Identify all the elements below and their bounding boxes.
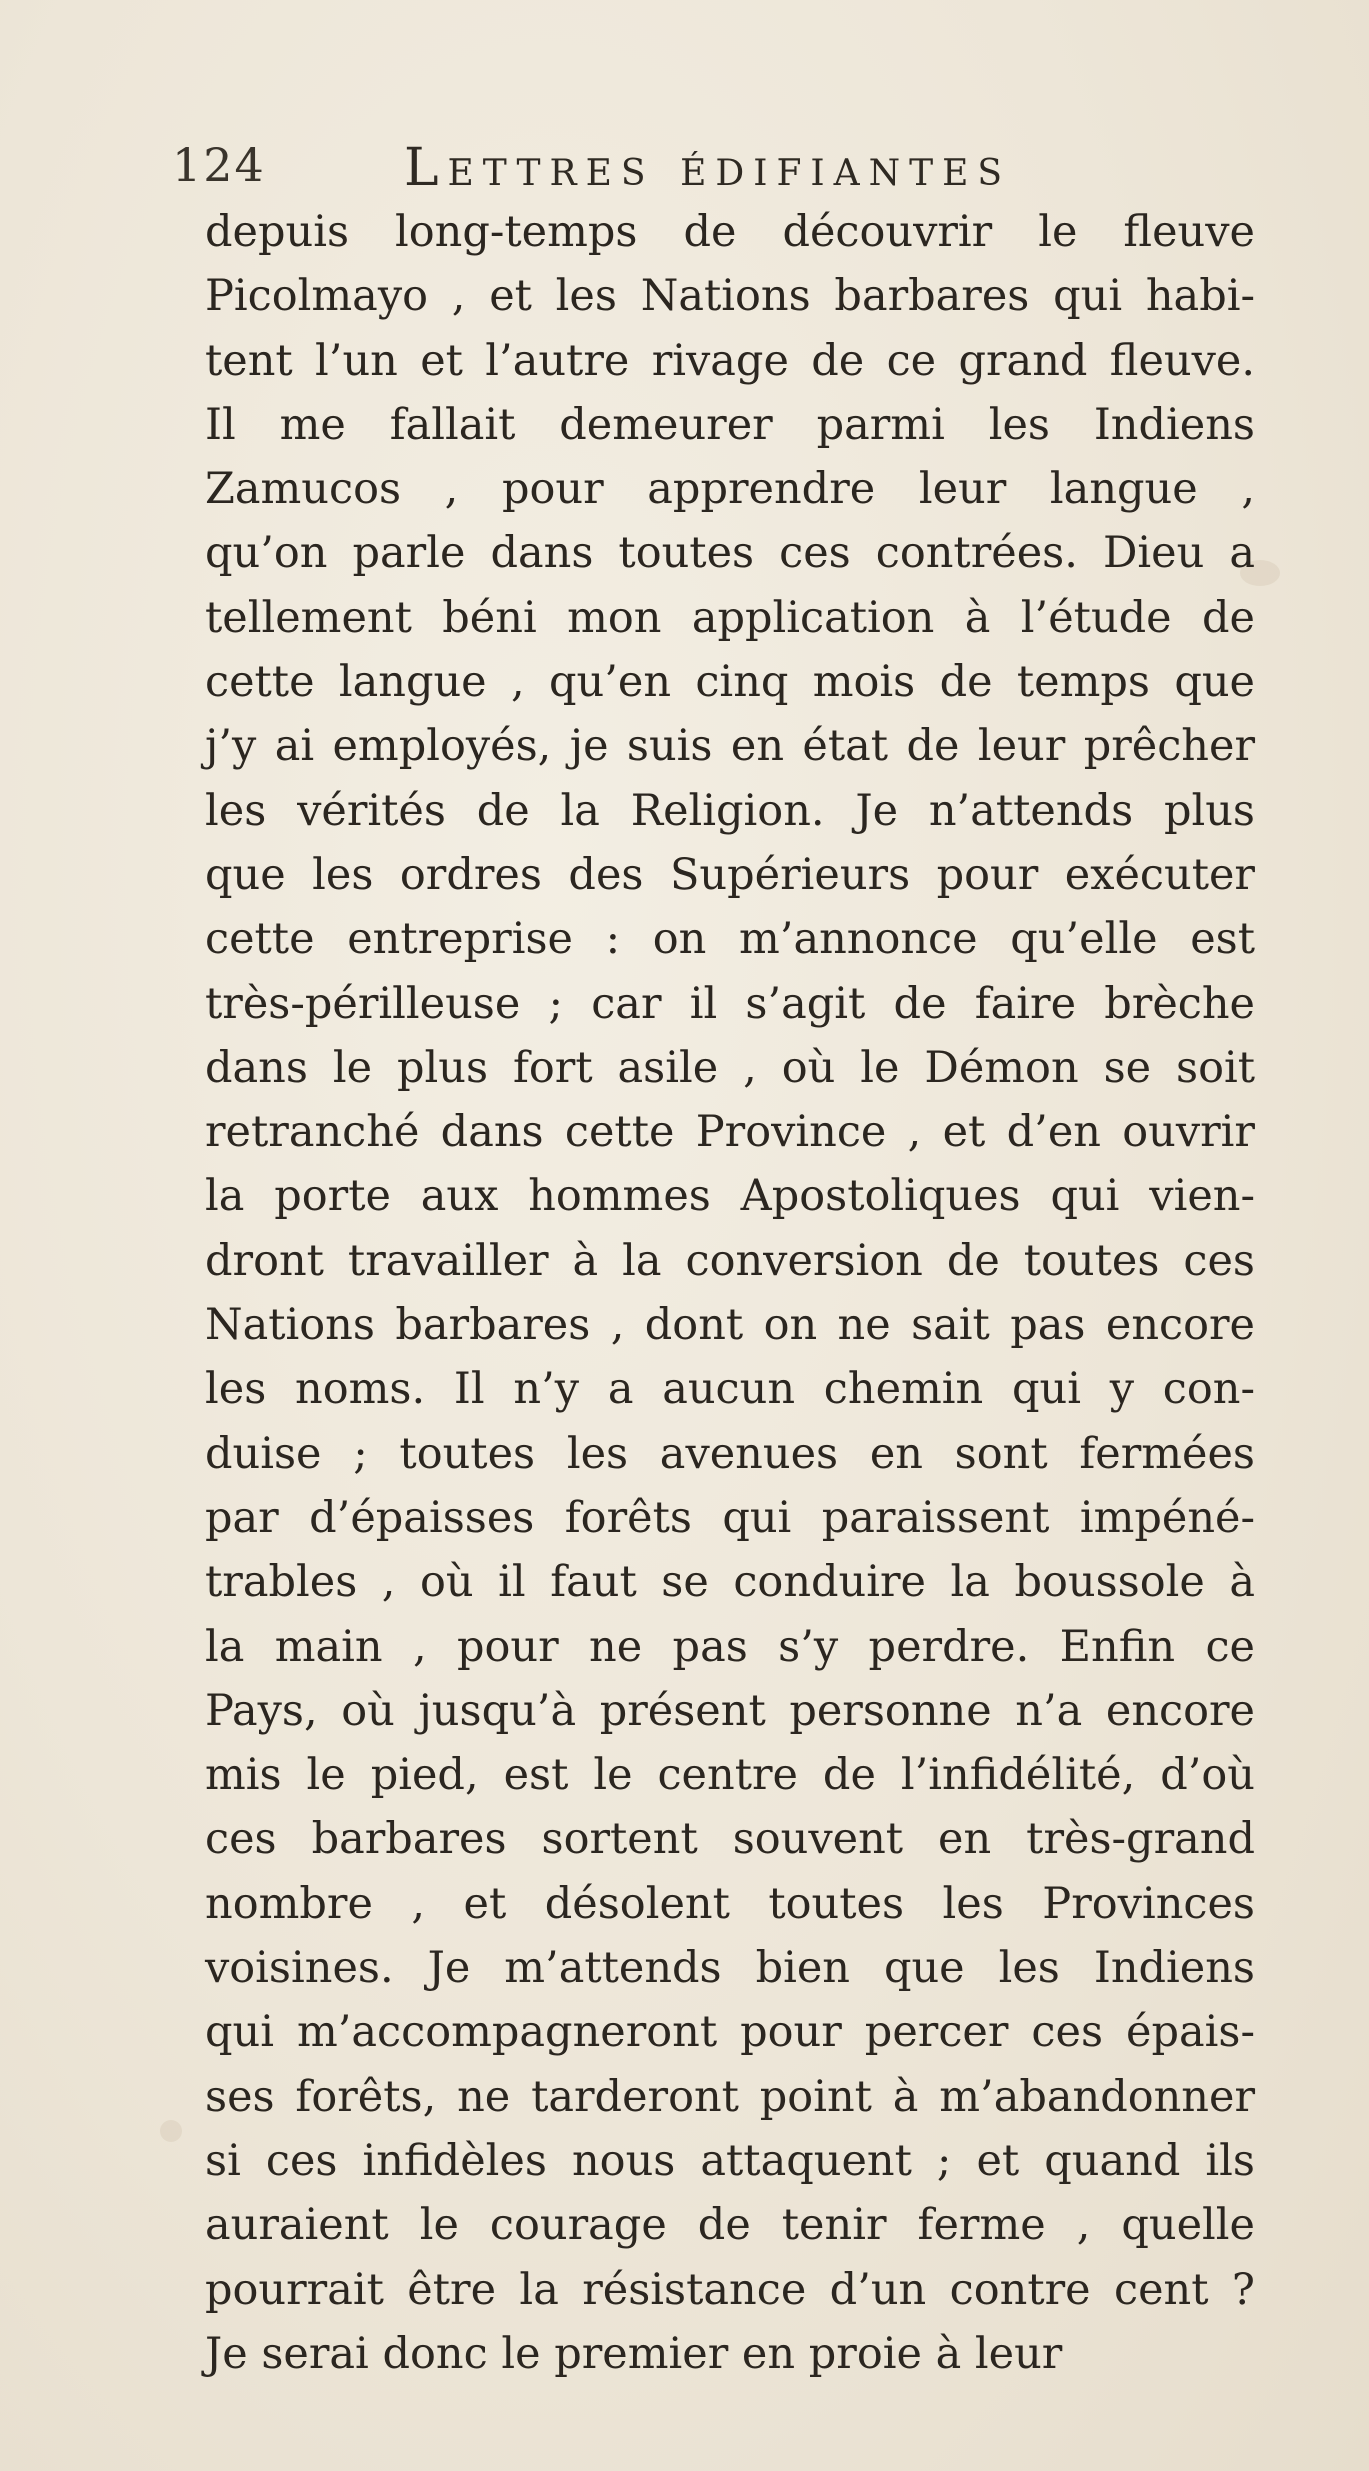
text-line: ses forêts, ne tarderont point à m’abandonner xyxy=(205,2071,1255,2122)
text-line: retranché dans cette Province , et d’en ouvrir xyxy=(205,1107,1255,1158)
text-line: ces barbares sortent souvent en très-grand xyxy=(205,1814,1255,1865)
text-line: dans le plus fort asile , où le Démon se soit xyxy=(205,1042,1255,1093)
text-line: auraient le courage de tenir ferme , quelle xyxy=(205,2200,1255,2251)
text-line: qu’on parle dans toutes ces contrées. Dieu a xyxy=(205,528,1255,579)
text-line: tellement béni mon application à l’étude de xyxy=(205,592,1255,643)
text-line: mis le pied, est le centre de l’infidélité, d’où xyxy=(205,1750,1255,1801)
text-line: cette langue , qu’en cinq mois de temps que xyxy=(205,657,1255,708)
text-line: depuis long-temps de découvrir le fleuve xyxy=(205,207,1255,257)
text-line: les vérités de la Religion. Je n’attends plus xyxy=(205,785,1255,836)
running-title: Lettres édifiantes xyxy=(404,138,1012,198)
text-line: Pays, où jusqu’à présent personne n’a encore xyxy=(205,1685,1255,1736)
text-line: par d’épaisses forêts qui paraissent impéné- xyxy=(205,1492,1255,1543)
text-line: Zamucos , pour apprendre leur langue , xyxy=(205,464,1255,515)
text-line: si ces infidèles nous attaquent ; et quand ils xyxy=(205,2135,1255,2186)
text-line: que les ordres des Supérieurs pour exécuter xyxy=(205,849,1255,900)
paper-stain xyxy=(160,2120,182,2142)
text-line: les noms. Il n’y a aucun chemin qui y con- xyxy=(205,1364,1255,1415)
text-line: Je serai donc le premier en proie à leur xyxy=(205,2328,1063,2379)
page-number: 124 xyxy=(172,138,266,192)
body-text xyxy=(205,200,1255,2386)
text-line: voisines. Je m’attends bien que les Indiens xyxy=(205,1943,1255,1994)
text-line: Il me fallait demeurer parmi les Indiens xyxy=(205,399,1255,450)
text-line: dront travailler à la conversion de toutes ces xyxy=(205,1235,1255,1286)
text-line: Nations barbares , dont on ne sait pas encore xyxy=(205,1300,1255,1351)
page-header xyxy=(172,138,1272,198)
text-line: nombre , et désolent toutes les Provinces xyxy=(205,1878,1255,1929)
text-line: j’y ai employés, je suis en état de leur prêcher xyxy=(205,721,1255,772)
text-line: cette entreprise : on m’annonce qu’elle est xyxy=(205,914,1255,965)
text-line: la main , pour ne pas s’y perdre. Enfin ce xyxy=(205,1621,1255,1672)
text-line: la porte aux hommes Apostoliques qui vien- xyxy=(205,1171,1255,1222)
text-line: tent l’un et l’autre rivage de ce grand fleuve. xyxy=(205,335,1255,386)
text-line: Picolmayo , et les Nations barbares qui habi- xyxy=(205,271,1255,322)
text-line: qui m’accompagneront pour percer ces épais- xyxy=(205,2007,1255,2058)
text-line: duise ; toutes les avenues en sont fermées xyxy=(205,1428,1255,1479)
text-line: très-périlleuse ; car il s’agit de faire brèche xyxy=(205,978,1255,1029)
text-line: trables , où il faut se conduire la boussole à xyxy=(205,1557,1255,1608)
text-line: pourrait être la résistance d’un contre cent ? xyxy=(205,2264,1255,2315)
